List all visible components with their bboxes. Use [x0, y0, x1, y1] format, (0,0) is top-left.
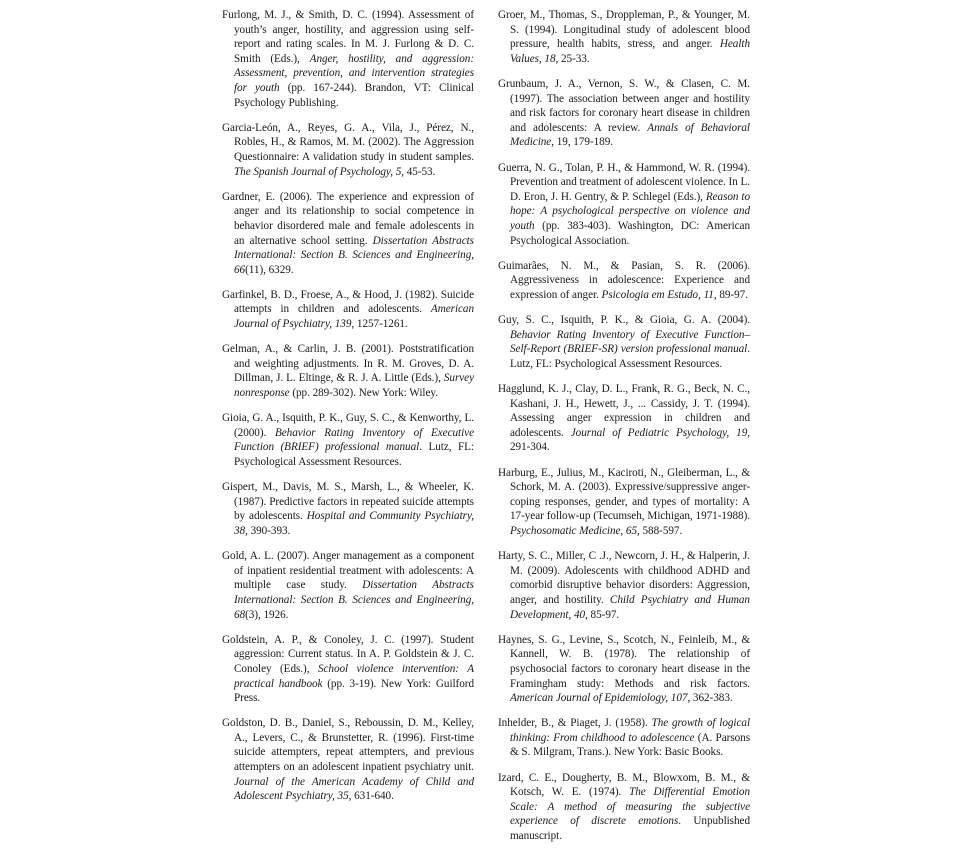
reference-text: Guimarães, N. M., & Pasian, S. R. (2006). Aggressiveness in adolescence: Experience and expression of anger.: [498, 259, 750, 301]
reference-italic-text: Hospital and Community Psychiatry, 38: [234, 510, 474, 537]
reference-entry: [498, 633, 750, 706]
reference-text: , 631-640.: [348, 790, 394, 803]
reference-italic-text: Dissertation Abstracts International: Section B. Sciences and Engineering, 66: [234, 234, 474, 276]
reference-entry: [222, 288, 474, 332]
reference-text: , 89-97.: [713, 288, 748, 301]
reference-italic-text: American Journal of Epidemiology, 107: [510, 692, 688, 705]
reference-italic-text: Annals of Behavioral Medicine: [510, 121, 750, 149]
reference-text: , 25-33.: [555, 52, 590, 65]
reference-italic-text: American Journal of Psychiatry, 139: [234, 303, 474, 331]
reference-text: , 390-393.: [245, 524, 291, 537]
reference-text: (pp. 289-302). New York: Wiley.: [289, 387, 438, 400]
reference-entry: [222, 342, 474, 400]
reference-text: , 45-53.: [401, 165, 436, 178]
reference-text: (pp. 383-403). Washington, DC: American Psychological Association.: [510, 219, 750, 247]
reference-entry: [498, 313, 750, 371]
reference-text: (pp. 167-244). Brandon, VT: Clinical Psychology Publishing.: [234, 81, 474, 109]
reference-text: Groer, M., Thomas, S., Droppleman, P., & Younger, M. S. (1994). Longitudinal study of adolescent blood pressure, health habits, stress, and anger.: [498, 9, 750, 51]
reference-text: Garfinkel, B. D., Froese, A., & Hood, J. (1982). Suicide attempts in children and adolescents.: [222, 288, 474, 316]
reference-text: , 588-597.: [637, 524, 683, 537]
references-left-column: [222, 8, 474, 814]
reference-text: , 85-97.: [585, 608, 620, 621]
reference-text: . Lutz, FL: Psychological Assessment Resources.: [234, 441, 474, 468]
reference-italic-text: Health Values, 18: [510, 38, 750, 65]
reference-entry: [222, 190, 474, 278]
reference-entry: [222, 8, 474, 110]
reference-text: (11), 6329.: [245, 263, 294, 276]
reference-italic-text: Psychosomatic Medicine, 65: [510, 524, 638, 537]
reference-text: Furlong, M. J., & Smith, D. C. (1994). Assessment of youth’s anger, hostility, and aggression using self-report and rating scales. In M. J. Furlong & D. C. Smith (Eds.),: [222, 9, 474, 65]
reference-italic-text: The growth of logical thinking: From childhood to adolescence: [510, 717, 751, 744]
reference-italic-text: Reason to hope: A psychological perspective on violence and youth: [510, 190, 750, 232]
reference-italic-text: Dissertation Abstracts International: Section B. Sciences and Engineering, 68: [234, 579, 474, 621]
reference-italic-text: Journal of the American Academy of Child and Adolescent Psychiatry, 35: [234, 775, 474, 803]
reference-text: (pp. 3-19). New York: Guilford Press.: [234, 677, 474, 705]
reference-text: Gioia, G. A., Isquith, P. K., Guy, S. C., & Kenworthy, L. (2000).: [222, 412, 474, 439]
reference-text: , 291-304.: [510, 426, 750, 454]
reference-italic-text: Journal of Pediatric Psychology, 19: [570, 426, 748, 439]
reference-italic-text: Behavior Rating Inventory of Executive Function (BRIEF) professional manual: [234, 426, 474, 454]
reference-text: Gardner, E. (2006). The experience and expression of anger and its relationship to social competence in behavior disordered male and female adolescents in an alternative school setting.: [222, 190, 474, 247]
reference-text: Grunbaum, J. A., Vernon, S. W., & Clasen, C. M. (1997). The association between anger and hostility and risk factors for coronary heart disease in children and adolescents: A review.: [498, 77, 750, 134]
reference-italic-text: Behavior Rating Inventory of Executive Function–Self-Report (BRIEF-SR) version professional manual: [510, 328, 750, 356]
reference-entry: [222, 549, 474, 622]
reference-text: Guerra, N. G., Tolan, P. H., & Hammond, W. R. (1994). Prevention and treatment of adolescent violence. In L. D. Eron, J. H. Gentry, & P. Schlegel (Eds.),: [498, 161, 750, 203]
reference-text: Garcia-León, A., Reyes, G. A., Vila, J., Pérez, N., Robles, H., & Ramos, M. M. (2002). The Aggression Questionnaire: A validation study in student samples.: [222, 121, 474, 163]
reference-italic-text: The Spanish Journal of Psychology, 5: [234, 165, 402, 178]
reference-text: (3), 1926.: [245, 608, 289, 621]
reference-text: Gispert, M., Davis, M. S., Marsh, L., & Wheeler, K. (1987). Predictive factors in repeated suicide attempts by adolescents.: [222, 481, 474, 523]
reference-text: . Lutz, FL: Psychological Assessment Resources.: [510, 343, 750, 370]
reference-text: Guy, S. C., Isquith, P. K., & Gioia, G. A. (2004).: [498, 314, 750, 327]
reference-entry: [498, 77, 750, 150]
reference-entry: [498, 382, 750, 455]
reference-text: Harburg, E., Julius, M., Kaciroti, N., Gleiberman, L., & Schork, M. A. (2003). Expressive/suppressive anger-coping responses, gender, and types of mortality: A 17-year follow-up (Tecumseh, Michigan, 1971-1988).: [498, 466, 750, 523]
reference-text: Haynes, S. G., Levine, S., Scotch, N., Feinleib, M., & Kannell, W. B. (1978). The relationship of psychosocial factors to coronary heart disease in the Framingham study: Methods and risk factors.: [498, 633, 750, 690]
reference-entry: [222, 633, 474, 706]
reference-entry: [498, 716, 750, 760]
reference-text: Harty, S. C., Miller, C .J., Newcorn, J. H., & Halperin, J. M. (2009). Adolescents with childhood ADHD and comorbid disruptive behavior disorders: Aggression, anger, and hostility.: [498, 550, 750, 606]
reference-italic-text: Child Psychiatry and Human Development, 40: [510, 593, 750, 621]
reference-text: Inhelder, B., & Piaget, J. (1958).: [498, 717, 652, 730]
reference-entry: [222, 411, 474, 469]
reference-text: Goldston, D. B., Daniel, S., Reboussin, D. M., Kelley, A., Levers, C., & Brunstetter, R. (1996). First-time suicide attempters, repeat attempters, and previous attempters on an adolescent inpatient psychiatry unit.: [222, 717, 474, 774]
reference-text: , 19, 179-189.: [551, 136, 613, 149]
reference-text: (A. Parsons & S. Milgram, Trans.). New York: Basic Books.: [510, 731, 751, 759]
reference-entry: [498, 161, 750, 249]
reference-entry: [498, 549, 750, 622]
reference-entry: [498, 466, 750, 539]
reference-text: Goldstein, A. P., & Conoley, J. C. (1997). Student aggression: Current status. In A. P. Goldstein & J. C. Conoley (Eds.),: [222, 633, 474, 675]
reference-text: . Unpublished manuscript.: [510, 815, 750, 843]
reference-text: Hagglund, K. J., Clay, D. L., Frank, R. G., Beck, N. C., Kashani, J. H., Hewett, J., ... Cassidy, J. T. (1994). Assessing anger expression in children and adolescents.: [498, 383, 750, 439]
reference-text: , 1257-1261.: [351, 318, 408, 331]
reference-italic-text: School violence intervention: A practical handbook: [234, 662, 474, 690]
reference-entry: [222, 716, 474, 804]
reference-entry: [222, 480, 474, 538]
reference-entry: [498, 259, 750, 303]
reference-italic-text: The Differential Emotion Scale: A method of measuring the subjective experience of discrete emotions: [510, 786, 750, 828]
references-right-column: [498, 8, 750, 854]
reference-text: Gold, A. L. (2007). Anger management as a component of inpatient residential treatment with adolescents: A multiple case study.: [222, 550, 474, 592]
reference-italic-text: Psicologia em Estudo, 11: [601, 288, 714, 301]
reference-entry: [498, 8, 750, 66]
reference-entry: [498, 771, 750, 844]
reference-italic-text: Survey nonresponse: [234, 372, 474, 400]
reference-italic-text: Anger, hostility, and aggression: Assessment, prevention, and intervention strategies for youth: [234, 52, 474, 94]
reference-text: Izard, C. E., Dougherty, B. M., Blowxom, B. M., & Kotsch, W. E. (1974).: [498, 771, 750, 799]
reference-entry: [222, 121, 474, 179]
reference-text: Gelman, A., & Carlin, J. B. (2001). Poststratification and weighting adjustments. In R. M. Groves, D. A. Dillman, J. L. Eltinge, & R. J. A. Little (Eds.),: [222, 343, 474, 385]
reference-text: , 362-383.: [687, 692, 733, 705]
